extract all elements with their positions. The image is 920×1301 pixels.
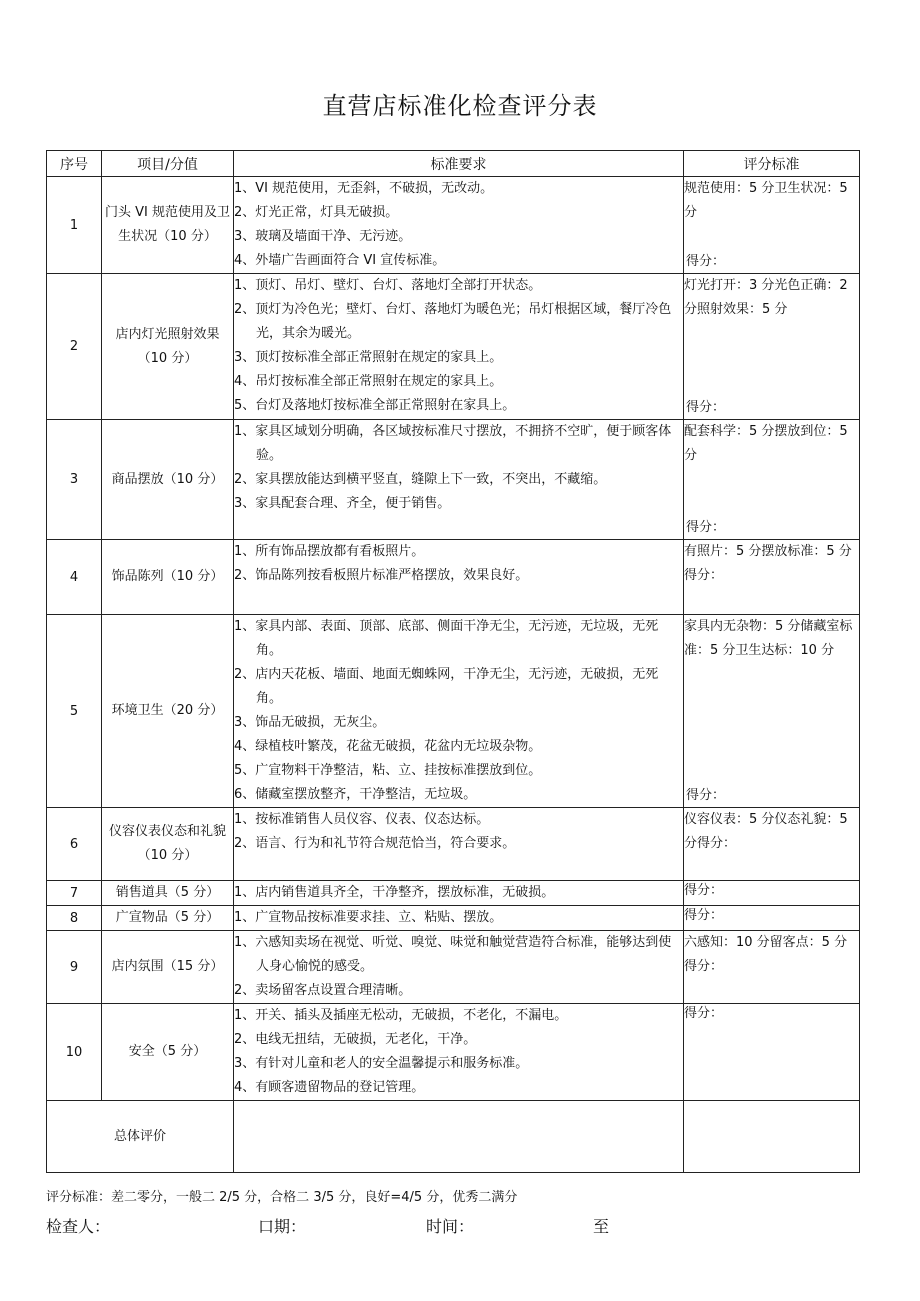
requirement-line: 2、饰品陈列按看板照片标准严格摆放，效果良好。	[234, 568, 529, 583]
table-row	[47, 906, 860, 931]
requirement-line: 1、六感知卖场在视觉、听觉、嗅觉、味觉和触觉营造符合标准，能够达到使人身心愉悦的感受。	[234, 935, 672, 974]
score-standard: 有照片：5 分摆放标准：5 分得分：	[684, 544, 852, 583]
item-name: 饰品陈列（10 分）	[102, 540, 234, 615]
score-standard: 灯光打开：3 分光色正确：2 分照射效果：5 分	[684, 278, 848, 317]
score-standard-cell[interactable]	[684, 931, 860, 1004]
row-number: 7	[47, 881, 102, 906]
requirements-cell	[234, 615, 684, 808]
item-name: 店内灯光照射效果（10 分）	[102, 274, 234, 420]
score-standard-cell[interactable]	[684, 615, 860, 808]
item-name: 环境卫生（20 分）	[102, 615, 234, 808]
requirements-cell	[234, 931, 684, 1004]
score-obtained-label: 得分：	[684, 908, 724, 923]
score-standard-cell[interactable]	[684, 1004, 860, 1101]
requirement-line: 4、吊灯按标准全部正常照射在规定的家具上。	[234, 374, 503, 389]
item-name: 商品摆放（10 分）	[102, 420, 234, 540]
requirements-cell	[234, 540, 684, 615]
requirement-line: 2、语言、行为和礼节符合规范恰当，符合要求。	[234, 836, 516, 851]
row-number: 9	[47, 931, 102, 1004]
requirement-line: 4、有顾客遗留物品的登记管理。	[234, 1080, 425, 1095]
item-name: 销售道具（5 分）	[102, 881, 234, 906]
item-name: 店内氛围（15 分）	[102, 931, 234, 1004]
requirement-line: 3、饰品无破损，无灰尘。	[234, 715, 386, 730]
requirement-line: 1、所有饰品摆放都有看板照片。	[234, 544, 425, 559]
header-no: 序号	[47, 151, 102, 177]
requirement-line: 1、店内销售道具齐全，干净整齐，摆放标准，无破损。	[234, 885, 555, 900]
header-score-standard: 评分标准	[684, 151, 860, 177]
requirement-line: 2、店内天花板、墙面、地面无蜘蛛网，干净无尘，无污迹，无破损，无死角。	[234, 667, 659, 706]
score-standard-cell[interactable]	[684, 808, 860, 881]
score-obtained-label: 得分：	[684, 883, 724, 898]
table-row	[47, 177, 860, 274]
score-table	[46, 150, 860, 1173]
to-label: 至	[593, 1217, 610, 1236]
row-number: 2	[47, 274, 102, 420]
score-standard-cell[interactable]	[684, 881, 860, 906]
table-row	[47, 808, 860, 881]
requirement-line: 1、家具内部、表面、顶部、底部、侧面干净无尘，无污迹，无垃圾，无死角。	[234, 619, 659, 658]
requirements-cell	[234, 906, 684, 931]
requirements-cell	[234, 808, 684, 881]
score-standard-cell[interactable]	[684, 906, 860, 931]
requirement-line: 5、台灯及落地灯按标准全部正常照射在家具上。	[234, 398, 516, 413]
requirement-line: 2、灯光正常，灯具无破损。	[234, 205, 399, 220]
score-standard: 规范使用：5 分卫生状况：5 分	[684, 181, 848, 220]
requirement-line: 3、有针对儿童和老人的安全温馨提示和服务标准。	[234, 1056, 529, 1071]
score-obtained-label: 得分：	[686, 254, 726, 269]
table-row	[47, 881, 860, 906]
requirement-line: 1、广宣物品按标准要求挂、立、粘贴、摆放。	[234, 910, 503, 925]
summary-score-cell[interactable]	[684, 1101, 860, 1173]
row-number: 8	[47, 906, 102, 931]
row-number: 10	[47, 1004, 102, 1101]
score-standard: 家具内无杂物：5 分储藏室标准：5 分卫生达标：10 分	[684, 619, 853, 658]
requirement-line: 5、广宣物料干净整洁，粘、立、挂按标准摆放到位。	[234, 763, 542, 778]
table-row	[47, 274, 860, 420]
score-standard: 仪容仪表：5 分仪态礼貌：5 分得分：	[684, 812, 848, 851]
requirement-line: 4、绿植枝叶繁茂，花盆无破损，花盆内无垃圾杂物。	[234, 739, 542, 754]
row-number: 1	[47, 177, 102, 274]
requirements-cell	[234, 881, 684, 906]
score-obtained-label: 得分：	[686, 400, 726, 415]
item-name: 门头 VI 规范使用及卫生状况（10 分）	[102, 177, 234, 274]
requirement-line: 1、VI 规范使用，无歪斜，不破损，无改动。	[234, 181, 494, 196]
score-standard-cell[interactable]	[684, 177, 860, 274]
score-obtained-label: 得分：	[686, 788, 726, 803]
score-standard-cell[interactable]	[684, 274, 860, 420]
requirement-line: 2、顶灯为冷色光；壁灯、台灯、落地灯为暖色光；吊灯根据区域，餐厅冷色光，其余为暖光。	[234, 302, 672, 341]
table-row	[47, 931, 860, 1004]
item-name: 广宣物品（5 分）	[102, 906, 234, 931]
header-requirements: 标准要求	[234, 151, 684, 177]
time-label: 时间：	[426, 1217, 475, 1236]
requirement-line: 6、储藏室摆放整齐，干净整洁，无垃圾。	[234, 787, 477, 802]
requirement-line: 2、卖场留客点设置合理清晰。	[234, 983, 412, 998]
signature-line	[46, 1214, 859, 1240]
requirements-cell	[234, 177, 684, 274]
summary-label: 总体评价	[47, 1101, 234, 1173]
row-number: 4	[47, 540, 102, 615]
item-name: 安全（5 分）	[102, 1004, 234, 1101]
score-standard: 六感知：10 分留客点：5 分得分：	[684, 935, 848, 974]
scoring-footnote: 评分标准：差二零分，一般二 2/5 分，合格二 3/5 分，良好=4/5 分，优秀二满分	[46, 1190, 518, 1205]
requirement-line: 2、家具摆放能达到横平竖直，缝隙上下一致，不突出，不藏缩。	[234, 472, 607, 487]
score-obtained-label: 得分：	[686, 520, 726, 535]
header-item: 项目/分值	[102, 151, 234, 177]
table-row	[47, 615, 860, 808]
score-standard: 配套科学：5 分摆放到位：5 分	[684, 424, 848, 463]
requirement-line: 3、顶灯按标准全部正常照射在规定的家具上。	[234, 350, 503, 365]
date-label: 口期：	[258, 1217, 307, 1236]
requirements-cell	[234, 274, 684, 420]
score-standard-cell[interactable]	[684, 540, 860, 615]
requirement-line: 4、外墙广告画面符合 VI 宣传标准。	[234, 253, 446, 268]
row-number: 5	[47, 615, 102, 808]
table-header-row	[47, 151, 860, 177]
requirement-line: 3、玻璃及墙面干净、无污迹。	[234, 229, 412, 244]
requirement-line: 3、家具配套合理、齐全，便于销售。	[234, 496, 451, 511]
inspector-label: 检查人：	[46, 1217, 111, 1236]
page-title: 直营店标准化检查评分表	[322, 92, 598, 120]
requirement-line: 1、家具区域划分明确，各区域按标准尺寸摆放，不拥挤不空旷，便于顾客体验。	[234, 424, 672, 463]
row-number: 3	[47, 420, 102, 540]
requirement-line: 1、按标准销售人员仪容、仪表、仪态达标。	[234, 812, 490, 827]
requirement-line: 1、开关、插头及插座无松动，无破损，不老化，不漏电。	[234, 1008, 568, 1023]
requirements-cell	[234, 1004, 684, 1101]
item-name: 仪容仪表仪态和礼貌（10 分）	[102, 808, 234, 881]
table-row	[47, 420, 860, 540]
score-obtained-label: 得分：	[684, 1006, 724, 1021]
row-number: 6	[47, 808, 102, 881]
summary-comment-cell[interactable]	[234, 1101, 684, 1173]
table-row	[47, 540, 860, 615]
requirement-line: 1、顶灯、吊灯、壁灯、台灯、落地灯全部打开状态。	[234, 278, 542, 293]
requirements-cell	[234, 420, 684, 540]
table-row	[47, 1004, 860, 1101]
score-standard-cell[interactable]	[684, 420, 860, 540]
requirement-line: 2、电线无扭结，无破损，无老化，干净。	[234, 1032, 477, 1047]
summary-row	[47, 1101, 860, 1173]
